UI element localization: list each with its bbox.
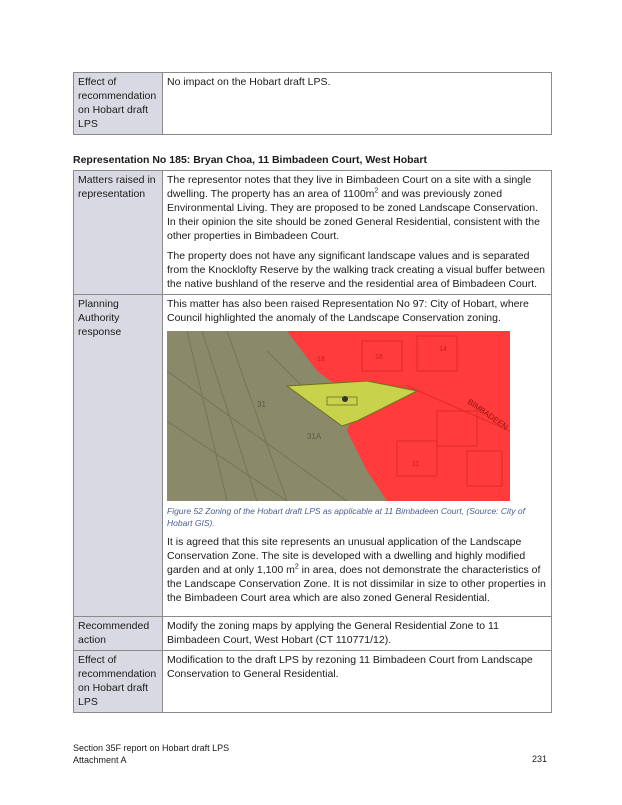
planning-value [163, 295, 552, 617]
map-label-31: 31 [257, 400, 266, 409]
effect-row [74, 651, 552, 713]
map-label-14: 14 [439, 346, 447, 353]
recommended-label: Recommended action [74, 617, 163, 651]
figure-caption: Figure 52 Zoning of the Hobart draft LPS as applicable at 11 Bimbadeen Court, (Source: City of Hobart GIS). [167, 506, 525, 528]
effect-value: No impact on the Hobart draft LPS. [163, 73, 552, 135]
footer-line-2: Attachment A [73, 755, 127, 765]
top-table [73, 72, 552, 135]
effect-row-label: Effect of recommendation on Hobart draft LPS [74, 651, 163, 713]
map-label-16: 16 [375, 354, 383, 361]
planning-paragraph-2: It is agreed that this site represents an unusual application of the Landscape Conservation Zone. The site is developed with a dwelling and highly modified garden and at only 1,100 $m^2$ in area, does not demonstrate the characteristics of the Landscape Conservation Zone. It is not dissimilar in size to other properties in the Bimbadeen Court area which are also zoned General Residential. [167, 536, 546, 604]
effect-row-value: Modification to the draft LPS by rezoning 11 Bimbadeen Court from Landscape Conservation to General Residential. [163, 651, 552, 713]
recommended-value: Modify the zoning maps by applying the General Residential Zone to 11 Bimbadeen Court, West Hobart (CT 110771/12). [163, 617, 552, 651]
planning-paragraph-1: This matter has also been raised Representation No 97: City of Hobart, where Council highlighted the anomaly of the Landscape Conservation zoning. [167, 298, 529, 324]
planning-row [74, 295, 552, 617]
footer-line-1: Section 35F report on Hobart draft LPS [73, 743, 230, 753]
matters-value [163, 171, 552, 295]
map-label-street: BIMBADEEN [465, 397, 510, 432]
map-label-18: 18 [317, 356, 325, 363]
map-label-31a: 31A [307, 432, 322, 441]
recommended-row [74, 617, 552, 651]
map-label-11: 11 [412, 461, 420, 468]
matters-paragraph-2: The property does not have any significant landscape values and is separated from the Knocklofty Reserve by the walking track creating a visual buffer between the native bushland of the reserve and the residential area of Bimbadeen Court. [167, 250, 545, 290]
section-heading: Representation No 185: Bryan Choa, 11 Bimbadeen Court, West Hobart [73, 154, 427, 166]
page-footer [73, 742, 229, 766]
zoning-map [167, 331, 510, 501]
matters-paragraph-1: The representor notes that they live in Bimbadeen Court on a site with a single dwelling. The property has an area of $1100m^2$ and was previously zoned Environmental Living. They are proposed to be zoned Landscape Conservation. In their opinion the site should be zoned General Residential, consistent with the other properties in Bimbadeen Court. [167, 174, 540, 242]
matters-row [74, 171, 552, 295]
representation-table [73, 170, 552, 713]
page-number: 231 [531, 754, 547, 764]
effect-label: Effect of recommendation on Hobart draft LPS [74, 73, 163, 135]
planning-label: Planning Authority response [74, 295, 163, 617]
matters-label: Matters raised in representation [74, 171, 163, 295]
